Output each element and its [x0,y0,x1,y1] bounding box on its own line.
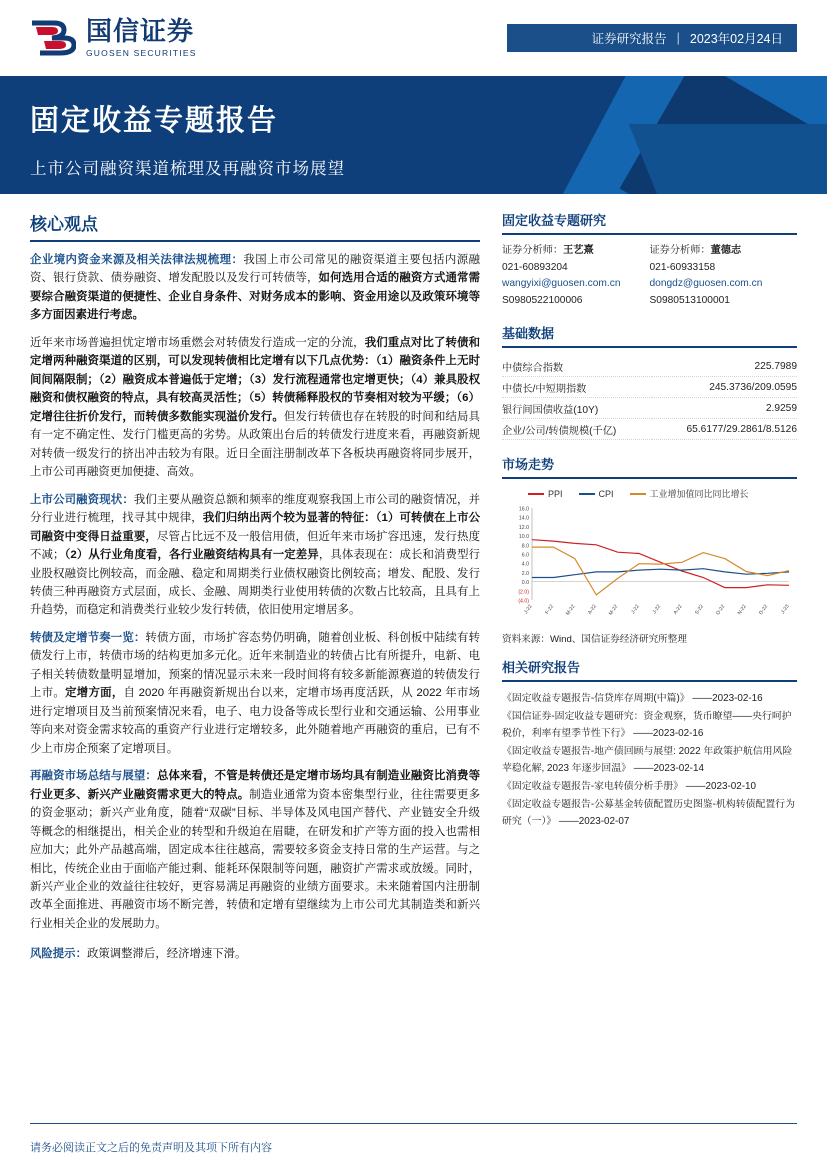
report-type-label: 证券研究报告 [591,32,667,46]
related-reports-heading: 相关研究报告 [502,657,797,682]
paragraph-3 [30,491,480,620]
analyst-1-name: 董德志 [710,245,742,256]
sidebar [502,210,797,973]
page-header [0,0,827,76]
market-trend-chart [502,487,797,645]
title-band [0,76,827,194]
list-item[interactable]: 《固定收益专题报告-地产债回顾与展望: 2022 年政策护航信用风险苹稳化解, 2023 年逐步回温》 ——2023-02-14 [502,746,793,775]
analyst-0-name: 王艺熹 [563,245,594,256]
legend-swatch-1 [579,493,595,495]
paragraph-1-text: 我国上市公司常见的融资渠道主要包括内源融资、银行贷款、债券融资、增发配股以及发行可转债等， [30,254,480,285]
paragraph-5-lead: 再融资市场总结与展望： [30,770,157,783]
analyst-1-email[interactable]: dongdz@guosen.com.cn [649,278,763,290]
paragraph-2-bold: 我们重点对比了转债和定增两种融资渠道的区别，可以发现转债相比定增有以下几点优势：（1）融资条件上无时间间隔限制；（2）融资成本普遍低于定增；（3）发行流程通常也定增更快；（4）兼具股权融资和债权融资的特点，具有较高灵活性；（5）转债稀释股权的节奏相对较为平缓；（6）定增往往折价发行，而转债多数能实现溢价发行。 [30,336,480,423]
analyst-0-role: 证券分析师： [502,245,564,256]
legend-item-2 [630,487,749,500]
page-title: 固定收益专题报告 [30,105,279,137]
paragraph-3-tail2: 尽管占比远不及一般信用债，但近年来市场扩容迅速，发行热度不减； [30,530,480,562]
logo-text-en: GUOSEN SECURITIES [86,48,197,58]
analyst-1-role-name [650,243,798,260]
legend-item-1 [579,489,614,499]
table-row [502,419,797,440]
svg-text:J-22: J-22 [630,603,641,616]
base-data-value-0: 225.7989 [652,356,797,377]
list-item[interactable]: 《固定收益专题报告-家电转债分析手册》 ——2023-02-10 [502,781,757,793]
base-data-heading: 基础数据 [502,323,797,348]
paragraph-2-text: 近年来市场普遍担忧定增市场重燃会对转债发行造成一定的分流， [30,336,365,349]
table-row [502,398,797,419]
analyst-0-role-name [502,243,650,260]
svg-text:6.0: 6.0 [521,552,529,559]
list-item[interactable]: 《固定收益专题报告-公募基金转债配置历史图鉴-机构转债配置行为研究（一）》 ——2023-02-07 [502,799,795,828]
analyst-1-cert: S0980513100001 [649,294,730,306]
paragraph-4-text: 转债方面，市场扩容态势仍明确，随着创业板、科创板中陆续有转债发行上市，转债市场的结构更加多元化。近年来制造业的转债占比有所提升，电新、电子相关转债数量明显增加，预案的情况显示未来一段时间将有较多新能源赛道的转债发行上市。 [30,631,480,700]
paragraph-5 [30,767,480,933]
base-data-value-1: 245.3736/209.0595 [652,377,797,398]
legend-label-2: 工业增加值同比同比增长 [649,489,749,500]
legend-label-0: PPI [548,488,563,499]
paragraph-3-lead: 上市公司融资现状： [30,493,134,506]
svg-text:N-22: N-22 [736,603,748,617]
core-views-heading: 核心观点 [30,210,480,242]
logo-svg [30,17,76,59]
report-date: 2023年02月24日 [689,32,783,46]
svg-text:J-23: J-23 [780,603,791,616]
paragraph-2-tail: 但发行转债也存在转股的时间和结局具有一定不确定性、发行门槛更高的劣势。从政策出台后的转债发行进度来看，再融资新规对转债一级发行的挤出冲击较为有限。近日全面注册制改革下各板块再融资将同步展开，上市公司再融资更加便捷、高效。 [30,410,480,479]
svg-text:2.0: 2.0 [521,570,529,577]
paragraph-4 [30,629,480,758]
chart-legend [528,487,797,500]
svg-text:16.0: 16.0 [518,506,529,513]
svg-text:S-22: S-22 [693,603,705,616]
paragraph-4-tail2: 自 2020 年再融资新规出台以来，定增市场再度活跃，从 2022 年市场进行定增项目及当前预案情况来看，电子、电力设备等成长型行业和交通运输、公用事业等向来对资金需求较高的重资产行业进行定增较多，此外随着地产再融资的重启，已有不少上市房企预案了定增项目。 [30,687,480,755]
header-separator: | [676,31,680,45]
paragraph-4-lead: 转债及定增节奏一览： [30,631,146,644]
svg-text:14.0: 14.0 [518,515,529,522]
paragraph-2 [30,334,480,482]
base-data-table [502,356,797,440]
company-logo [30,17,197,59]
market-trend-heading: 市场走势 [502,454,797,479]
list-item[interactable]: 《国信证券-固定收益专题研究：资金观察，货币瞭望——央行呵护税价，利率有望季节性下行》 ——2023-02-16 [502,711,792,740]
analyst-0-cert: S0980522100006 [502,294,583,306]
risk-label: 风险提示： [30,948,87,961]
legend-label-1: CPI [598,488,614,499]
legend-swatch-0 [528,493,544,495]
paragraph-3-bold2: （2）从行业角度看，各行业融资结构具有一定差异 [64,549,319,562]
risk-paragraph [30,945,480,963]
table-row [502,356,797,377]
analyst-0-phone: 021-60893204 [502,261,568,273]
paragraph-3-bold: 我们归纳出两个较为显著的特征：（1）可转债在上市公司融资中变得日益重要， [30,512,480,543]
paragraph-5-bold: 总体来看，不管是转债还是定增市场均具有制造业融资比消费等行业更多、新兴产业融资需求更大的特点。 [30,770,480,801]
document-body [0,194,827,973]
analyst-1-role: 证券分析师： [649,245,711,256]
page-subtitle: 上市公司融资渠道梳理及再融资市场展望 [30,160,345,178]
chart-source-note: 资料来源：Wind、国信证券经济研究所整理 [502,634,687,646]
base-data-value-3: 65.6177/29.2861/8.5126 [652,419,797,440]
risk-text: 政策调整滞后，经济增速下滑。 [86,948,247,961]
header-report-badge [507,24,797,52]
svg-text:(2.0): (2.0) [518,589,529,596]
svg-text:D-22: D-22 [758,603,770,617]
related-reports-list [502,690,797,830]
paragraph-1 [30,251,480,325]
paragraph-4-bold: 定增方面， [65,687,124,700]
svg-text:M-22: M-22 [565,603,577,617]
paragraph-3-text: 我们主要从融资总额和频率的维度观察我国上市公司的融资情况，并分行业进行梳理，找寻其中规律， [30,493,480,525]
svg-text:(4.0): (4.0) [518,598,529,605]
base-data-label-1: 中债长/中短期指数 [502,377,652,398]
base-data-label-3: 企业/公司/转债规模(千亿) [502,419,652,440]
analyst-0-email[interactable]: wangyixi@guosen.com.cn [502,278,621,290]
base-data-label-0: 中债综合指数 [502,356,652,377]
svg-text:10.0: 10.0 [518,534,529,541]
analyst-1-phone: 021-60933158 [649,261,716,273]
main-column [30,210,480,973]
page-footer [30,1123,797,1169]
table-row [502,377,797,398]
analyst-block [502,243,797,309]
legend-swatch-2 [630,493,646,495]
svg-text:A-22: A-22 [586,603,598,616]
legend-item-0 [528,489,563,499]
paragraph-1-lead: 企业境内资金来源及相关法律法规梳理： [30,254,244,266]
logo-mark-icon [30,17,76,59]
svg-text:O-22: O-22 [715,603,727,617]
svg-text:J-22: J-22 [651,603,663,616]
paragraph-3-tail3: ，具体表现在：成长和消费型行业股权融资比例较高，而金融、稳定和周期类行业债权融资比例较高；增发、配股、发行转债三种再融资方式层面，成长、金融、周期类行业使用转债的次数占比较高，且具有上升趋势，而稳定和消费类行业较少发行转债，依旧使用定增居多。 [30,549,480,617]
research-category-heading: 固定收益专题研究 [502,210,797,235]
base-data-label-2: 银行间国债收益(10Y) [502,398,652,419]
svg-text:A-22: A-22 [672,603,684,616]
svg-text:J-22: J-22 [523,603,534,616]
svg-text:12.0: 12.0 [518,524,529,531]
base-data-value-2: 2.9259 [652,398,797,419]
paragraph-1-bold: 如何选用合适的融资方式通常需要综合融资渠道的便捷性、企业自身条件、对财务成本的影响、资金用途以及政策环境等多方面因素进行考虑。 [30,272,480,322]
svg-text:F-22: F-22 [544,603,556,616]
svg-text:M-22: M-22 [607,603,620,617]
svg-text:0.0: 0.0 [521,580,529,587]
analyst-0 [502,243,650,309]
trend-line-chart-svg [502,502,797,622]
list-item[interactable]: 《固定收益专题报告-信贷库存周期(中篇)》 ——2023-02-16 [502,693,763,705]
paragraph-5-tail2: 制造业通常为资本密集型行业，往往需要更多的资金驱动；新兴产业角度，随着“双碳”目标、半导体及风电国产替代、产业链安全升级等概念的相继提出，相关企业的转型和升级迫在眉睫，在研发和扩产等方面的投入也需相应加大；此外产品越高端，固定成本往往越高，需要较多资金支持日常的生产运营。与之相比，传统企业由于面临产能过剩、能耗环保限制等问题，融资扩产需求或放缓。同时，新兴产业企业的效益往往较好，更容易满足再融资的业绩方面要求。未来随着国内注册制改革全面推进、再融资市场不断完善，转债和定增有望继续为上市公司尤其制造类和新兴行业相关企业的发展助力。 [30,788,480,930]
svg-text:8.0: 8.0 [521,543,529,550]
logo-text-cn: 国信证券 [86,16,195,46]
footer-disclaimer: 请务必阅读正文之后的免责声明及其项下所有内容 [30,1141,272,1154]
analyst-1 [650,243,798,309]
svg-text:4.0: 4.0 [521,561,529,568]
